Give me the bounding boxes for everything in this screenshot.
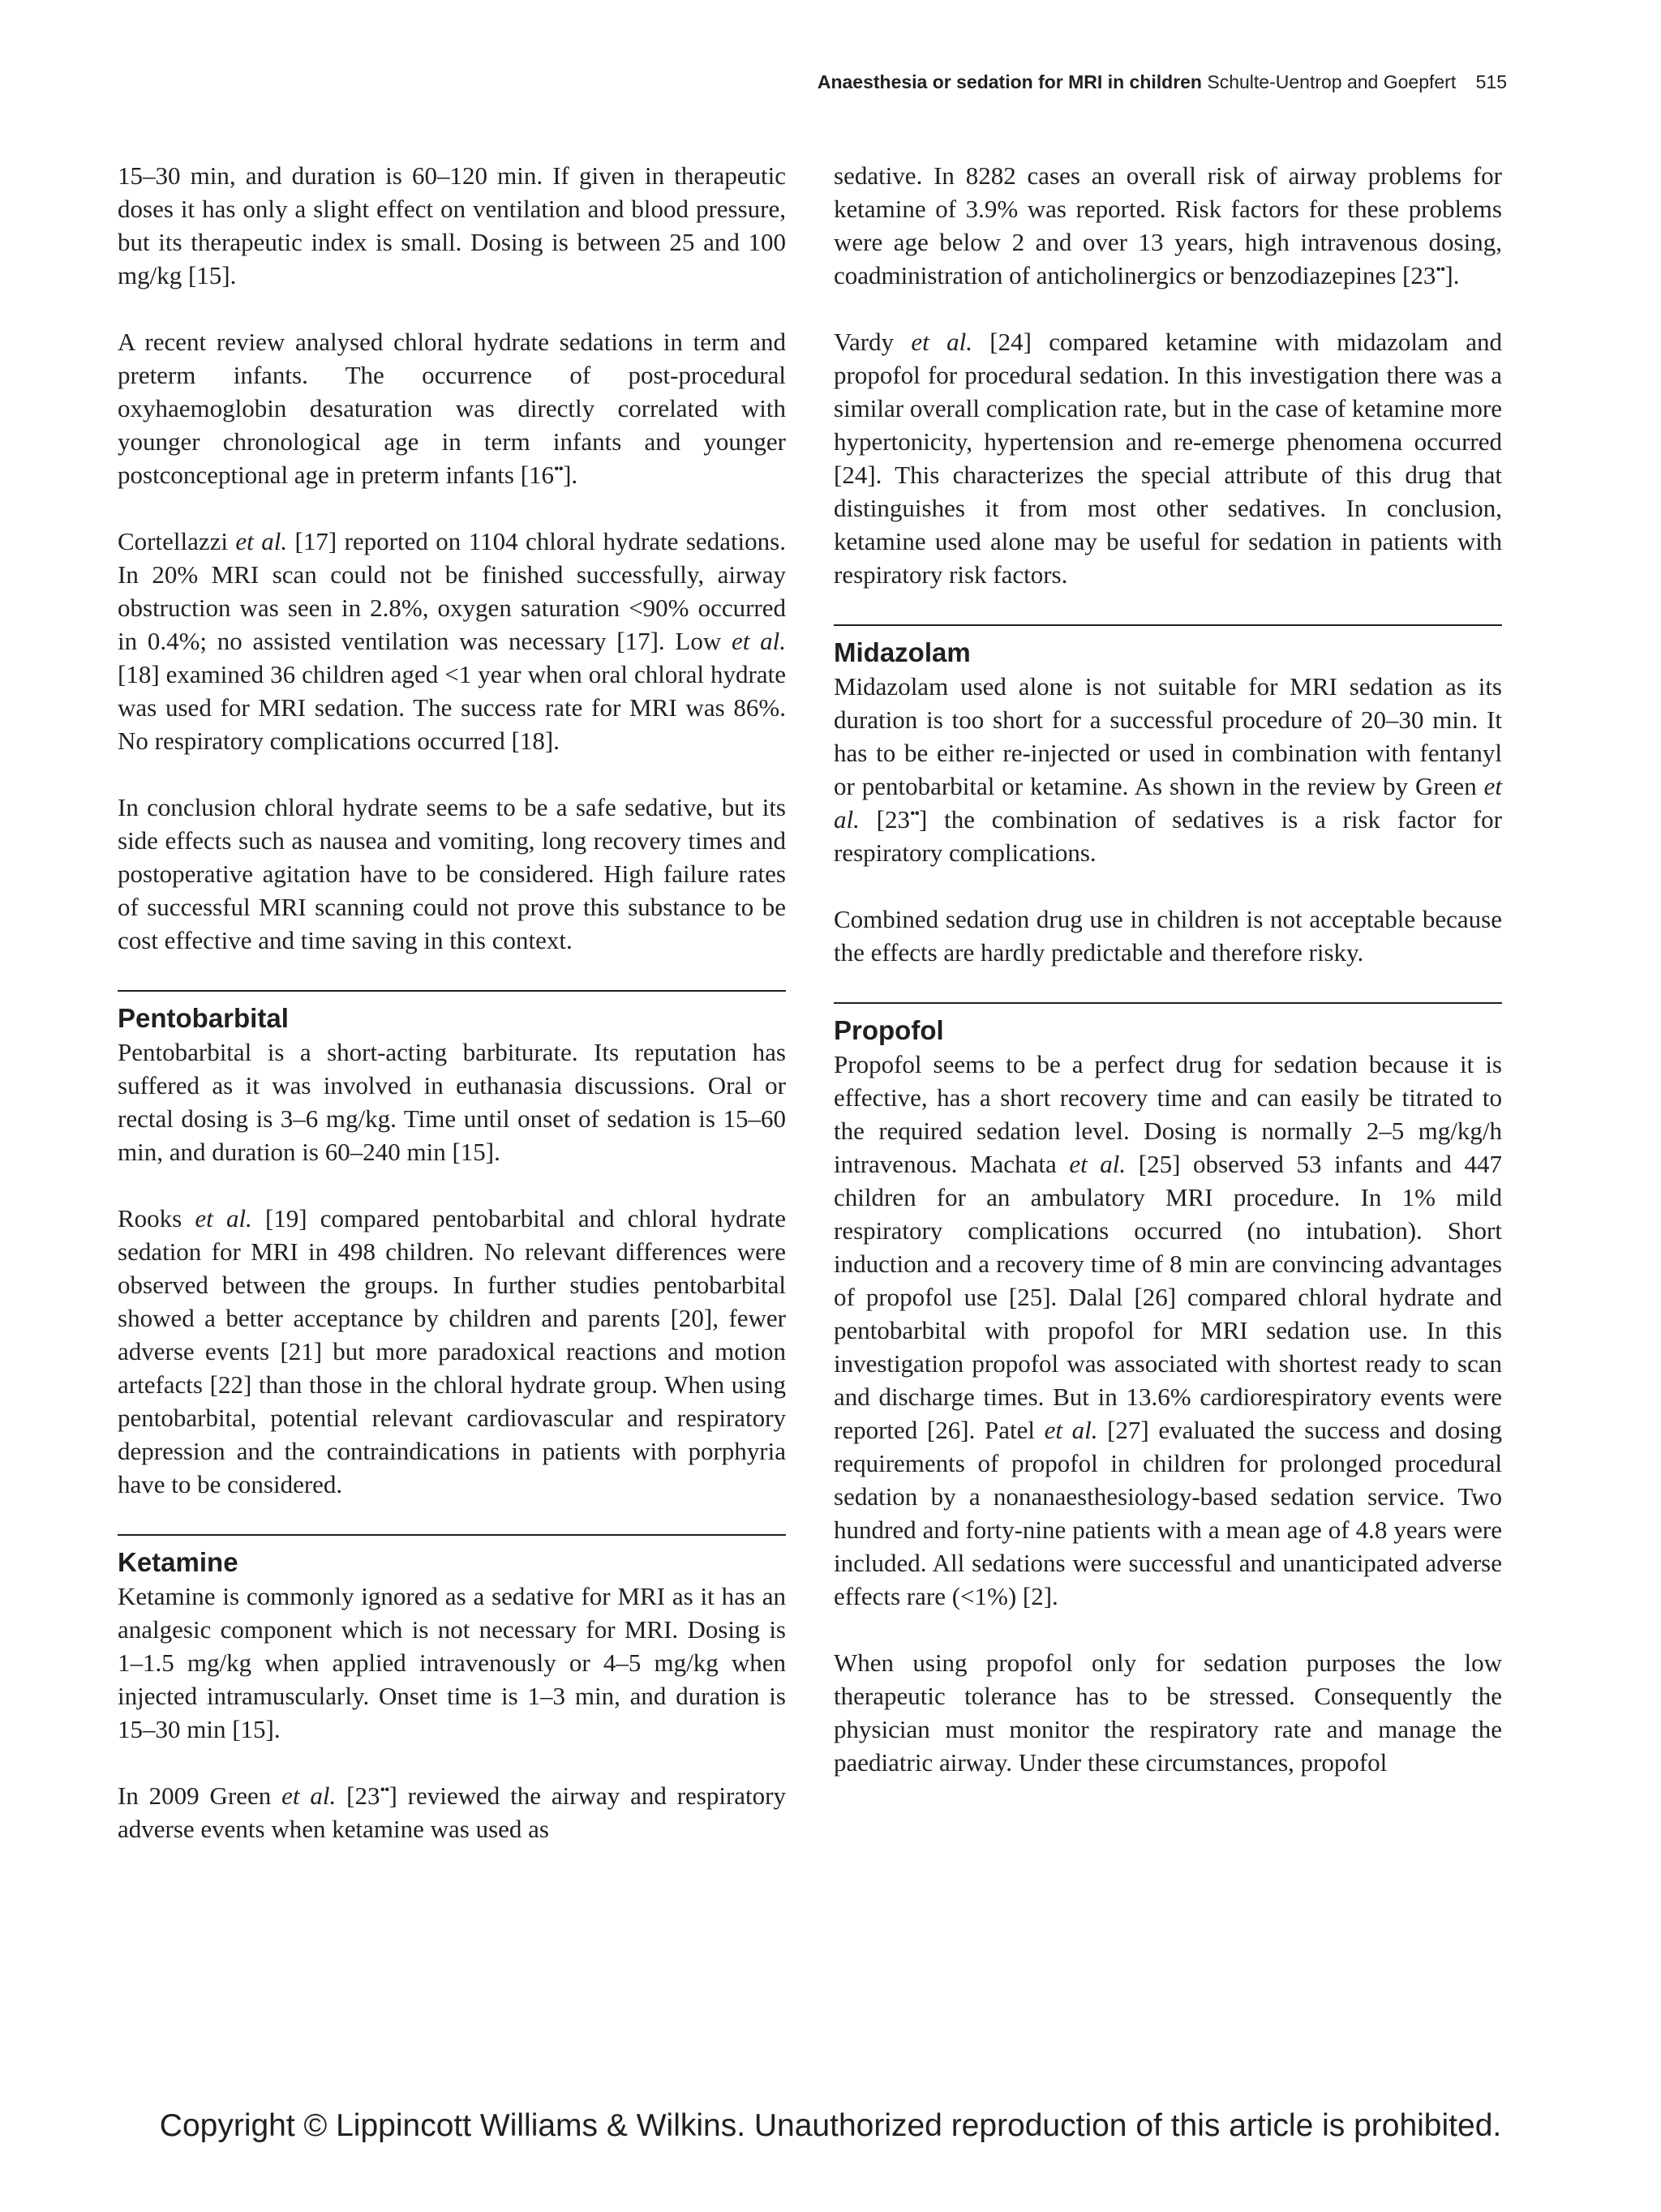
paragraph: In conclusion chloral hydrate seems to be a safe sedative, but its side effects such as nausea and vomiting, long recovery times and postoperative agitation have to be considered. High failure rates of successful MRI scanning could not prove this substance to be cost effective and time saving in this context. — [118, 793, 786, 954]
paragraph: In 2009 Green et al. [23••] reviewed the airway and respiratory adverse events when ketamine was used as — [118, 1781, 786, 1843]
journal-article-title: Anaesthesia or sedation for MRI in children — [817, 71, 1202, 92]
paragraph: Cortellazzi et al. [17] reported on 1104 chloral hydrate sedations. In 20% MRI scan could not be finished successfully, airway obstruction was seen in 2.8%, oxygen saturation <90% occurred in 0.4%; no assisted ventilation was necessary [17]. Low et al. [18] examined 36 children aged <1 year when oral chloral hydrate was used for MRI sedation. The success rate for MRI was 86%. No respiratory complications occurred [18]. — [118, 527, 786, 755]
paragraph: Vardy et al. [24] compared ketamine with midazolam and propofol for procedural sedation. In this investigation there was a similar overall complication rate, but in the case of ketamine more hypertonicity, hypertension and re-emerge phenomena occurred [24]. This characterizes the special attribute of this drug that distinguishes it from most other sedatives. In conclusion, ketamine used alone may be useful for sedation in patients with respiratory risk factors. — [834, 328, 1502, 589]
reference-highlight-marker: •• — [554, 461, 564, 478]
left-column — [118, 159, 786, 1845]
paragraph: A recent review analysed chloral hydrate sedations in term and preterm infants. The occurrence of post-procedural oxyhaemoglobin desaturation was directly correlated with younger chronological age in term infants and younger postconceptional age in preterm infants [16••]. — [118, 328, 786, 489]
paragraph: 15–30 min, and duration is 60–120 min. If given in therapeutic doses it has only a slight effect on ventilation and blood pressure, but its therapeutic index is small. Dosing is between 25 and 100 mg/kg [15]. — [118, 161, 786, 289]
section-heading-pentobarbital: Pentobarbital — [118, 990, 786, 1034]
paragraph: Pentobarbital is a short-acting barbiturate. Its reputation has suffered as it was involved in euthanasia discussions. Oral or rectal dosing is 3–6 mg/kg. Time until onset of sedation is 15–60 min, and duration is 60–240 min [15]. — [118, 1038, 786, 1166]
paragraph: Rooks et al. [19] compared pentobarbital and chloral hydrate sedation for MRI in 498 children. No relevant differences were observed between the groups. In further studies pentobarbital showed a better acceptance by children and parents [20], fewer adverse events [21] but more paradoxical reactions and motion artefacts [22] than those in the chloral hydrate group. When using pentobarbital, potential relevant cardiovascular and respiratory depression and the contraindications in patients with porphyria have to be considered. — [118, 1204, 786, 1498]
paragraph: Combined sedation drug use in children is not acceptable because the effects are hardly predictable and therefore risky. — [834, 905, 1502, 967]
paragraph: Midazolam used alone is not suitable for MRI sedation as its duration is too short for a successful procedure of 20–30 min. It has to be either re-injected or used in combination with fentanyl or pentobarbital or ketamine. As shown in the review by Green et al. [23••] the combination of sedatives is a risk factor for respiratory complications. — [834, 672, 1502, 867]
running-header — [818, 71, 1507, 93]
copyright-footer: Copyright © Lippincott Williams & Wilkins. Unauthorized reproduction of this article is prohibited. — [159, 2108, 1502, 2143]
page-number: 515 — [1475, 71, 1507, 92]
reference-highlight-marker: •• — [1436, 261, 1445, 279]
reference-highlight-marker: •• — [909, 805, 920, 823]
reference-highlight-marker: •• — [380, 1781, 389, 1799]
right-column — [834, 159, 1502, 1779]
paragraph: Propofol seems to be a perfect drug for sedation because it is effective, has a short recovery time and can easily be titrated to the required sedation level. Dosing is normally 2–5 mg/kg/h intravenous. Machata et al. [25] observed 53 infants and 447 children for an ambulatory MRI procedure. In 1% mild respiratory complications occurred (no intubation). Short induction and a recovery time of 8 min are convincing advantages of propofol use [25]. Dalal [26] compared chloral hydrate and pentobarbital with propofol for MRI sedation use. In this investigation propofol was associated with shortest ready to scan and discharge times. But in 13.6% cardiorespiratory events were reported [26]. Patel et al. [27] evaluated the success and dosing requirements of propofol in children for prolonged procedural sedation by a nonanaesthesiology-based sedation service. Two hundred and forty-nine patients with a mean age of 4.8 years were included. All sedations were successful and unanticipated adverse effects rare (<1%) [2]. — [834, 1050, 1502, 1610]
section-heading-midazolam: Midazolam — [834, 624, 1502, 668]
paragraph: sedative. In 8282 cases an overall risk of airway problems for ketamine of 3.9% was reported. Risk factors for these problems were age below 2 and over 13 years, high intravenous dosing, coadministration of anticholinergics or benzodiazepines [23••]. — [834, 161, 1502, 289]
section-heading-ketamine: Ketamine — [118, 1534, 786, 1578]
section-heading-propofol: Propofol — [834, 1002, 1502, 1046]
paragraph: When using propofol only for sedation purposes the low therapeutic tolerance has to be stressed. Consequently the physician must monitor the respiratory rate and manage the paediatric airway. Under these circumstances, propofol — [834, 1648, 1502, 1777]
article-authors: Schulte-Uentrop and Goepfert — [1207, 71, 1457, 92]
paragraph: Ketamine is commonly ignored as a sedative for MRI as it has an analgesic component which is not necessary for MRI. Dosing is 1–1.5 mg/kg when applied intravenously or 4–5 mg/kg when injected intramuscularly. Onset time is 1–3 min, and duration is 15–30 min [15]. — [118, 1582, 786, 1743]
